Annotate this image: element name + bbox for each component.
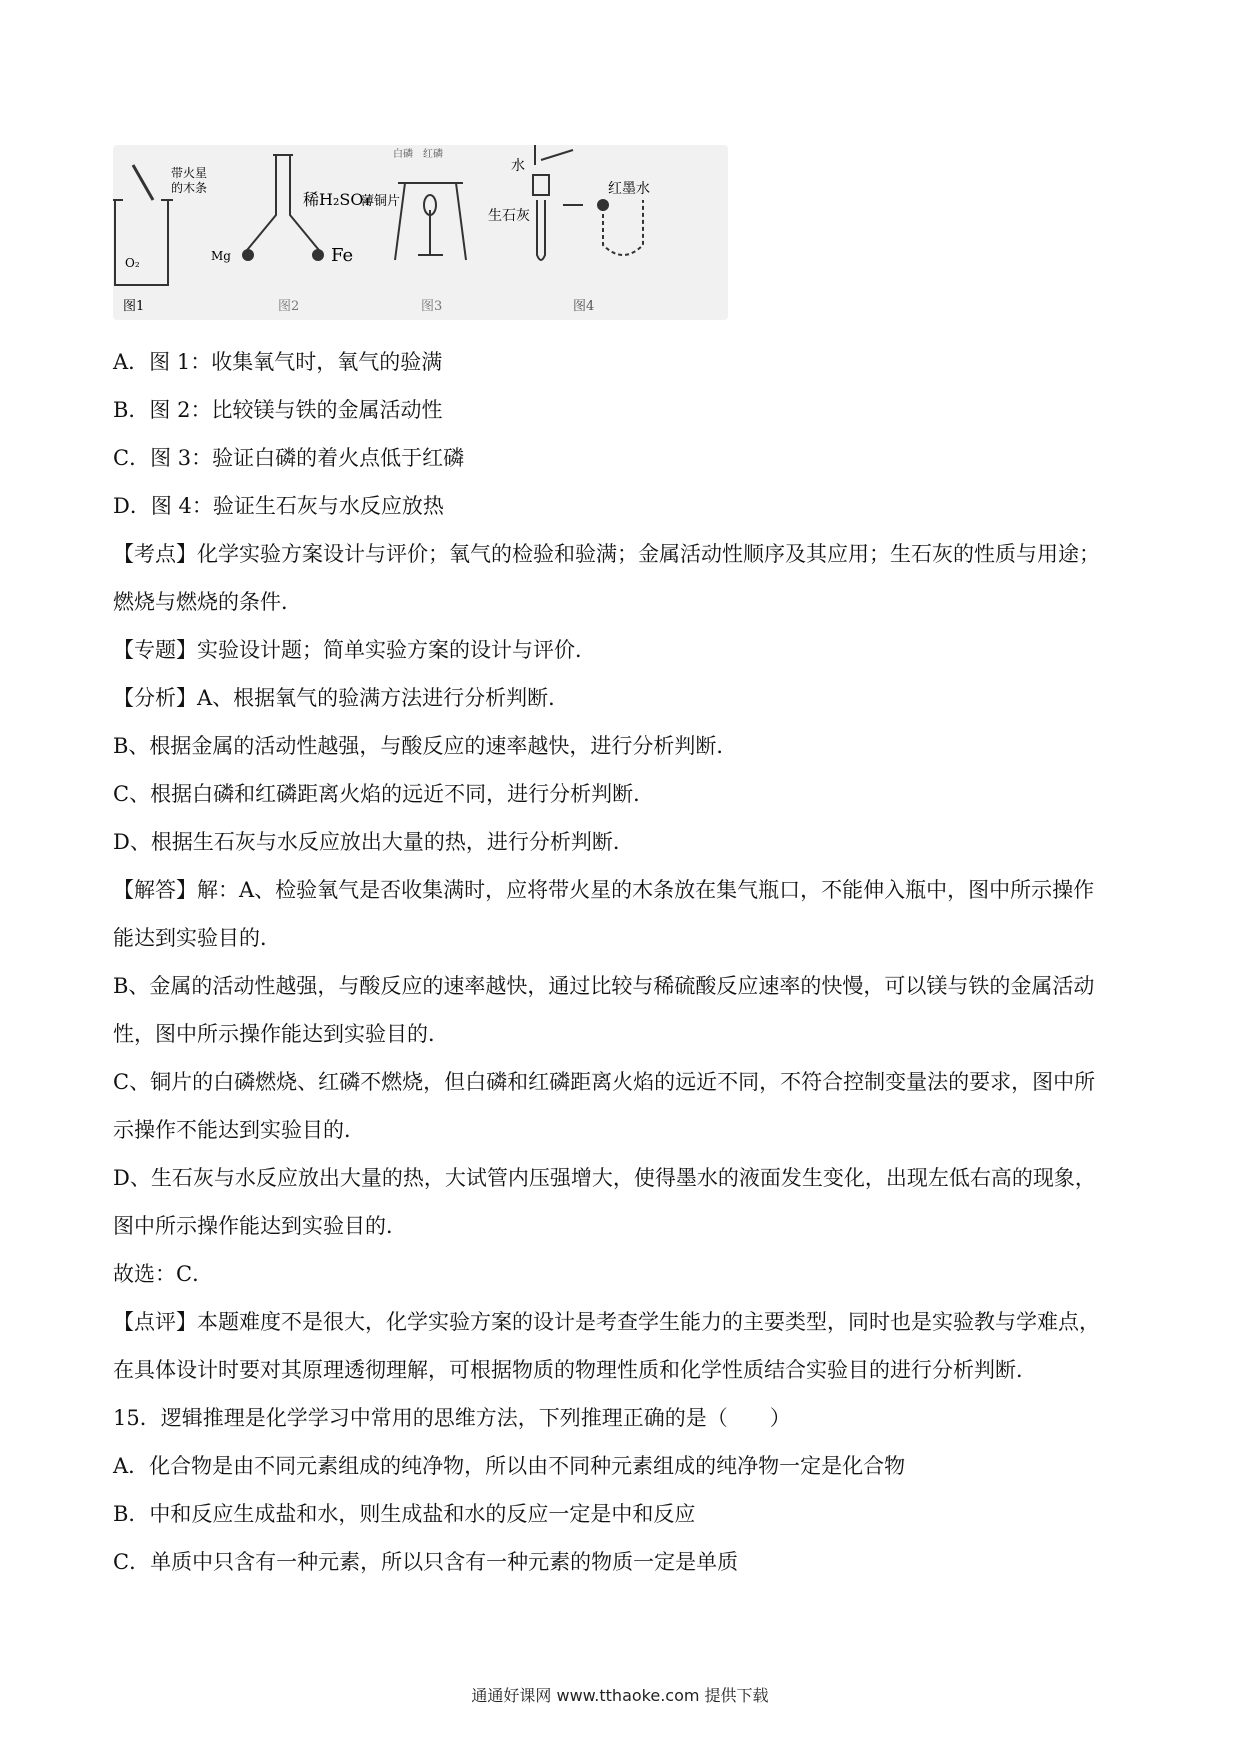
fig3-caption: 图3 <box>421 299 443 314</box>
option-d-fig4: D．图 4：验证生石灰与水反应放热 <box>113 494 444 518</box>
fenxi-c: C、根据白磷和红磷距离火焰的远近不同，进行分析判断． <box>113 782 655 806</box>
fig3-red-p: 红磷 <box>423 149 443 160</box>
fenxi-a: 【分析】A、根据氧气的验满方法进行分析判断． <box>113 686 570 710</box>
kaodian-line2: 燃烧与燃烧的条件． <box>113 590 302 614</box>
fig2-acid-label: 稀H₂SO₄ <box>303 190 370 209</box>
fig1-gas-jar <box>113 165 173 285</box>
q15-option-b: B．中和反应生成盐和水，则生成盐和水的反应一定是中和反应 <box>113 1502 696 1526</box>
experiment-diagram <box>113 145 728 320</box>
dianping-line2: 在具体设计时要对其原理透彻理解，可根据物质的物理性质和化学性质结合实验目的进行分析判断． <box>113 1358 1037 1382</box>
fig4-ink-label: 红墨水 <box>608 181 650 197</box>
fenxi-d: D、根据生石灰与水反应放出大量的热，进行分析判断． <box>113 830 634 854</box>
fig2-left-metal: Mg <box>211 249 231 263</box>
fig3-white-p: 白磷 <box>393 149 413 160</box>
answer-choice: 故选：C． <box>113 1262 214 1286</box>
question-15-stem: 15．逻辑推理是化学学习中常用的思维方法，下列推理正确的是（ ） <box>113 1406 791 1430</box>
jieda-b-line2: 性，图中所示操作能达到实验目的． <box>113 1022 449 1046</box>
fig1-caption: 图1 <box>123 299 145 314</box>
fig1-gas-label: O₂ <box>125 256 140 270</box>
q15-option-c: C．单质中只含有一种元素，所以只含有一种元素的物质一定是单质 <box>113 1550 739 1574</box>
page-footer: 通通好课网 www.tthaoke.com 提供下载 <box>471 1686 769 1705</box>
fenxi-b: B、根据金属的活动性越强，与酸反应的速率越快，进行分析判断． <box>113 734 738 758</box>
jieda-b-line1: B、金属的活动性越强，与酸反应的速率越快，通过比较与稀硫酸反应速率的快慢，可以镁与铁的金属活动 <box>113 974 1095 998</box>
fig4-caption: 图4 <box>573 299 595 314</box>
fig2-right-metal: Fe <box>331 245 354 266</box>
fig1-label-top: 带火星 <box>171 166 208 180</box>
jieda-d-line2: 图中所示操作能达到实验目的． <box>113 1214 407 1238</box>
kaodian-line1: 【考点】化学实验方案设计与评价；氧气的检验和验满；金属活动性顺序及其应用；生石灰的性质与用途； <box>113 542 1100 566</box>
experiment-figure <box>113 145 728 320</box>
fig3-stand <box>395 183 466 260</box>
option-b-fig2: B．图 2：比较镁与铁的金属活动性 <box>113 398 443 422</box>
fig4-lime-label: 生石灰 <box>488 208 530 224</box>
q15-option-a: A．化合物是由不同元素组成的纯净物，所以由不同种元素组成的纯净物一定是化合物 <box>113 1454 906 1478</box>
jieda-a-line1: 【解答】解：A、检验氧气是否收集满时，应将带火星的木条放在集气瓶口，不能伸入瓶中，图中所示操作 <box>113 878 1095 902</box>
zhuanti-line: 【专题】实验设计题；简单实验方案的设计与评价． <box>113 638 596 662</box>
jieda-d-line1: D、生石灰与水反应放出大量的热，大试管内压强增大，使得墨水的液面发生变化，出现左低右高的现象， <box>113 1166 1096 1190</box>
dianping-line1: 【点评】本题难度不是很大，化学实验方案的设计是考查学生能力的主要类型，同时也是实验教与学难点， <box>113 1310 1100 1334</box>
fig3-copper-label: 薄铜片 <box>361 194 401 209</box>
jieda-c-line2: 示操作不能达到实验目的． <box>113 1118 365 1142</box>
jieda-a-line2: 能达到实验目的． <box>113 926 281 950</box>
jieda-c-line1: C、铜片的白磷燃烧、红磷不燃烧，但白磷和红磷距离火焰的远近不同，不符合控制变量法的要求，图中所 <box>113 1070 1096 1094</box>
fig4-apparatus <box>533 145 643 260</box>
option-c-fig3: C．图 3：验证白磷的着火点低于红磷 <box>113 446 465 470</box>
fig1-label-bottom: 的木条 <box>171 181 208 195</box>
fig4-water-label: 水 <box>511 158 525 174</box>
fig2-caption: 图2 <box>278 299 300 314</box>
option-a-fig1: A．图 1：收集氧气时，氧气的验满 <box>113 350 443 374</box>
